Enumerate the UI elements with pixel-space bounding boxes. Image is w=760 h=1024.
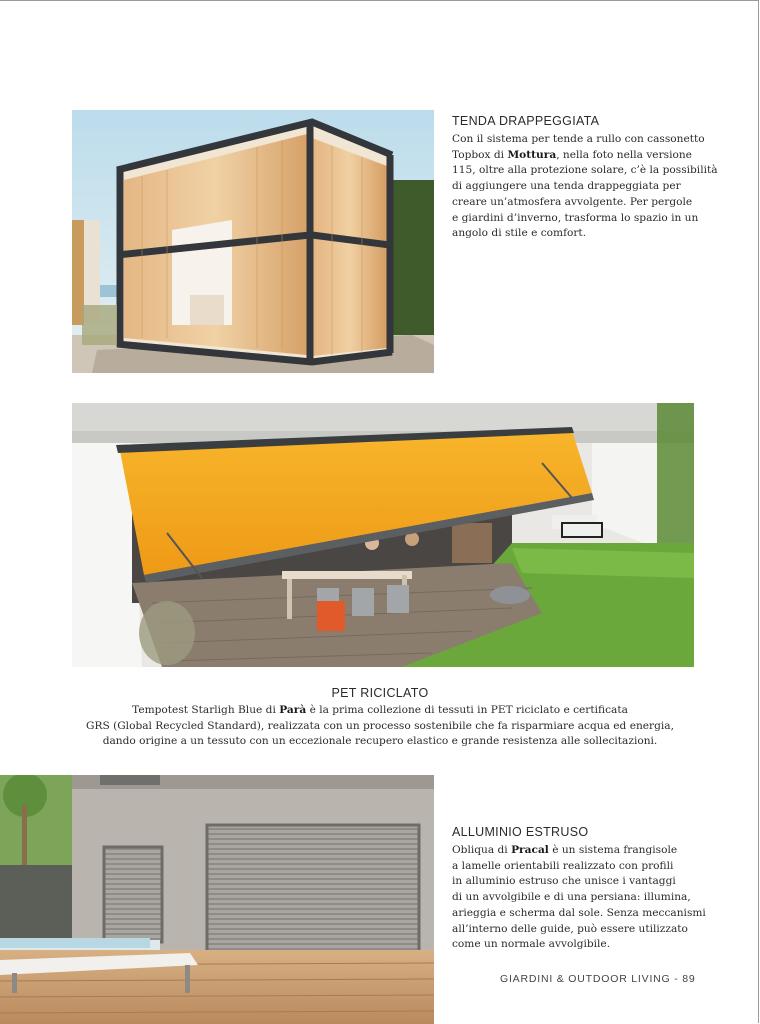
section-heading: ALLUMINIO ESTRUSO — [452, 825, 589, 839]
caption-line: Obliqua di Pracal è un sistema frangisole — [452, 844, 678, 856]
caption-line: Con il sistema per tende a rullo con cassonetto — [452, 133, 705, 145]
caption-body — [60, 703, 700, 750]
caption-line: a lamelle orientabili realizzato con profili — [452, 859, 674, 872]
caption-line: di un avvolgibile e di una persiana: illumina, — [452, 891, 691, 904]
caption-line: in alluminio estruso che unisce i vantaggi — [452, 875, 676, 888]
caption-tenda-drappeggiata — [452, 114, 727, 242]
section-heading: TENDA DRAPPEGGIATA — [452, 114, 600, 128]
caption-line: di aggiungere una tenda drappeggiata per — [452, 180, 681, 193]
caption-line: come un normale avvolgibile. — [452, 938, 611, 951]
caption-line: Topbox di Mottura, nella foto nella versione — [452, 148, 692, 161]
magazine-name: GIARDINI & OUTDOOR LIVING — [500, 973, 671, 985]
caption-body — [452, 843, 727, 953]
caption-line: e giardini d’inverno, trasforma lo spazio in un — [452, 211, 699, 224]
caption-line: dando origine a un tessuto con un eccezionale recupero elastico e grande resistenza alle sollecitazioni. — [102, 735, 658, 748]
brand-name: Parà — [279, 704, 307, 716]
footer-separator: - — [670, 973, 683, 985]
caption-line: GRS (Global Recycled Standard), realizzata con un processo sostenibile che fa risparmiare acqua ed energia, — [86, 719, 674, 732]
photo-awning-terrace — [72, 403, 694, 667]
photo-facade-shutters — [0, 775, 434, 1024]
caption-line: 115, oltre alla protezione solare, c’è la possibilità — [452, 164, 718, 177]
caption-line: arieggia e scherma dal sole. Senza meccanismi — [452, 906, 706, 919]
page-footer — [500, 973, 696, 985]
brand-name: Pracal — [511, 844, 549, 856]
caption-alluminio-estruso — [452, 825, 727, 953]
page-number: 89 — [682, 973, 696, 985]
caption-pet-riciclato — [60, 686, 700, 750]
caption-line: all’interno delle guide, può essere utilizzato — [452, 922, 688, 935]
section-heading: PET RICICLATO — [331, 686, 429, 700]
caption-line: angolo di stile e comfort. — [452, 227, 587, 240]
brand-name: Mottura — [507, 148, 557, 161]
caption-line: creare un’atmosfera avvolgente. Per pergole — [452, 195, 693, 208]
caption-body — [452, 132, 727, 242]
caption-line: Tempotest Starligh Blue di Parà è la prima collezione di tessuti in PET riciclato e certificata — [132, 704, 628, 716]
photo-pergola-topbox — [72, 110, 434, 373]
